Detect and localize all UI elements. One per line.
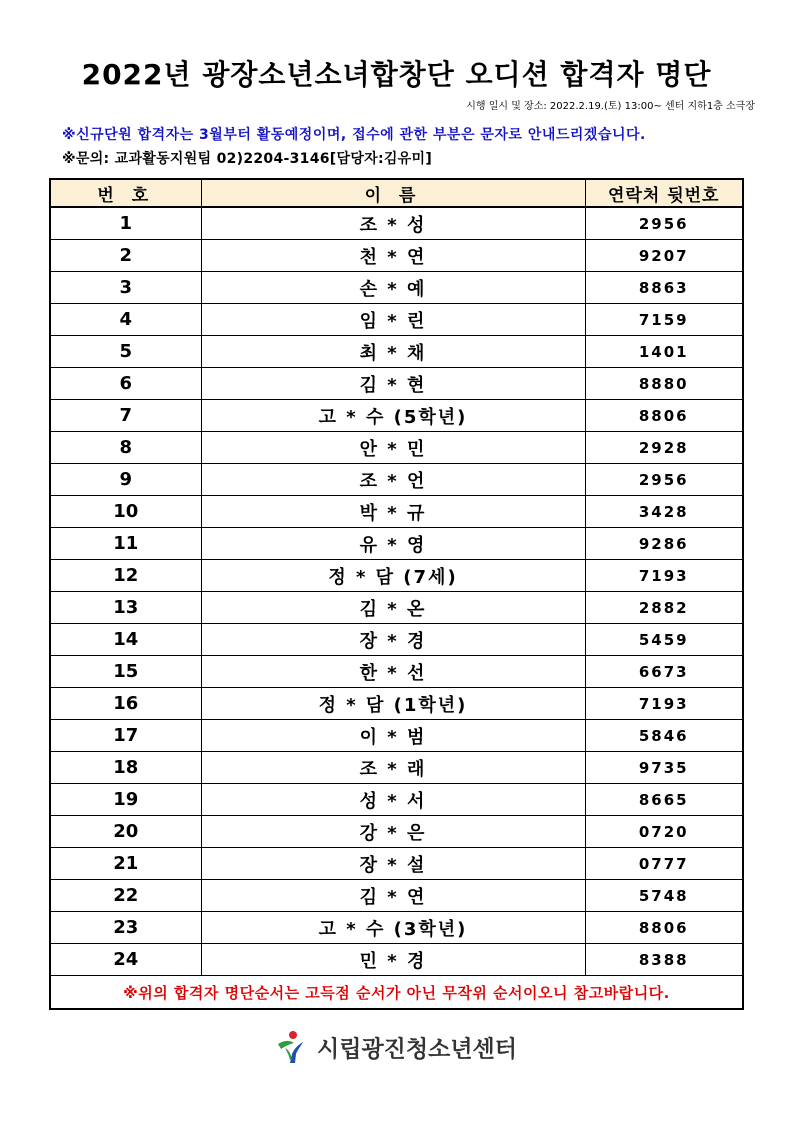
row-name: 임 * 린 [201,304,585,336]
row-name: 고 * 수 (5학년) [201,400,585,432]
table-row [50,624,743,656]
footer-note: ※위의 합격자 명단순서는 고득점 순서가 아닌 무작위 순서이오니 참고바랍니다. [50,976,743,1010]
page-title: 2022년 광장소년소녀합창단 오디션 합격자 명단 [81,58,712,91]
row-name: 박 * 규 [201,496,585,528]
row-number: 12 [50,560,201,592]
table-row [50,592,743,624]
row-name: 이 * 범 [201,720,585,752]
row-number: 7 [50,400,201,432]
row-name: 천 * 연 [201,240,585,272]
row-name: 김 * 온 [201,592,585,624]
row-phone: 7193 [585,560,743,592]
table-row [50,240,743,272]
row-name: 손 * 예 [201,272,585,304]
table-row [50,207,743,240]
row-name: 김 * 연 [201,880,585,912]
row-phone: 5459 [585,624,743,656]
table-row [50,720,743,752]
row-number: 14 [50,624,201,656]
header-name: 이 름 [201,179,585,207]
row-name: 한 * 선 [201,656,585,688]
row-name: 조 * 언 [201,464,585,496]
table-row [50,464,743,496]
row-number: 8 [50,432,201,464]
table-row [50,496,743,528]
table-row [50,528,743,560]
table-row [50,944,743,976]
table-row [50,848,743,880]
brand [0,1030,793,1064]
row-number: 18 [50,752,201,784]
row-number: 17 [50,720,201,752]
row-number: 6 [50,368,201,400]
row-phone: 2882 [585,592,743,624]
row-phone: 0777 [585,848,743,880]
table-row [50,304,743,336]
row-name: 성 * 서 [201,784,585,816]
person-logo-icon [276,1030,306,1064]
row-name: 장 * 경 [201,624,585,656]
row-name: 최 * 채 [201,336,585,368]
header-phone: 연락처 뒷번호 [585,179,743,207]
table-row [50,752,743,784]
table-header [50,179,743,207]
row-name: 조 * 성 [201,207,585,240]
row-phone: 8388 [585,944,743,976]
row-name: 안 * 민 [201,432,585,464]
row-number: 15 [50,656,201,688]
row-phone: 7193 [585,688,743,720]
row-phone: 7159 [585,304,743,336]
row-name: 조 * 래 [201,752,585,784]
row-phone: 2956 [585,464,743,496]
table-row [50,688,743,720]
row-number: 24 [50,944,201,976]
row-number: 23 [50,912,201,944]
row-number: 11 [50,528,201,560]
row-number: 19 [50,784,201,816]
row-name: 장 * 설 [201,848,585,880]
table-row [50,560,743,592]
row-phone: 8806 [585,400,743,432]
row-name: 김 * 현 [201,368,585,400]
row-phone: 9735 [585,752,743,784]
table-row [50,368,743,400]
row-number: 21 [50,848,201,880]
row-phone: 9286 [585,528,743,560]
row-phone: 5846 [585,720,743,752]
brand-name: 시립광진청소년센터 [317,1036,517,1063]
table-row [50,816,743,848]
row-phone: 1401 [585,336,743,368]
row-number: 10 [50,496,201,528]
roster-table [49,178,744,1010]
row-number: 5 [50,336,201,368]
table-row [50,912,743,944]
table-row [50,656,743,688]
table-row [50,400,743,432]
audition-date-place: 시행 일시 및 장소: 2022.2.19.(토) 13:00~ 센터 지하1층 소극장 [466,101,755,112]
row-name: 강 * 은 [201,816,585,848]
row-number: 2 [50,240,201,272]
row-phone: 8880 [585,368,743,400]
row-number: 3 [50,272,201,304]
row-name: 유 * 영 [201,528,585,560]
table-row [50,272,743,304]
row-phone: 2928 [585,432,743,464]
row-number: 4 [50,304,201,336]
row-phone: 5748 [585,880,743,912]
row-phone: 6673 [585,656,743,688]
row-phone: 8863 [585,272,743,304]
notice-text: ※신규단원 합격자는 3월부터 활동예정이며, 접수에 관한 부분은 문자로 안내드리겠습니다. [62,127,646,143]
row-number: 20 [50,816,201,848]
footer-row [50,976,743,1010]
table-body [50,207,743,976]
row-number: 16 [50,688,201,720]
row-name: 고 * 수 (3학년) [201,912,585,944]
row-number: 22 [50,880,201,912]
contact-text: ※문의: 교과활동지원팀 02)2204-3146[담당자:김유미] [62,151,433,167]
row-phone: 0720 [585,816,743,848]
row-number: 9 [50,464,201,496]
table-footer [50,976,743,1010]
row-number: 13 [50,592,201,624]
table-row [50,784,743,816]
row-name: 정 * 담 (1학년) [201,688,585,720]
row-name: 민 * 경 [201,944,585,976]
row-phone: 8665 [585,784,743,816]
row-number: 1 [50,207,201,240]
row-name: 정 * 담 (7세) [201,560,585,592]
row-phone: 9207 [585,240,743,272]
row-phone: 8806 [585,912,743,944]
header-row [50,179,743,207]
table-row [50,432,743,464]
table-row [50,880,743,912]
table-row [50,336,743,368]
header-number: 번 호 [50,179,201,207]
row-phone: 3428 [585,496,743,528]
row-phone: 2956 [585,207,743,240]
